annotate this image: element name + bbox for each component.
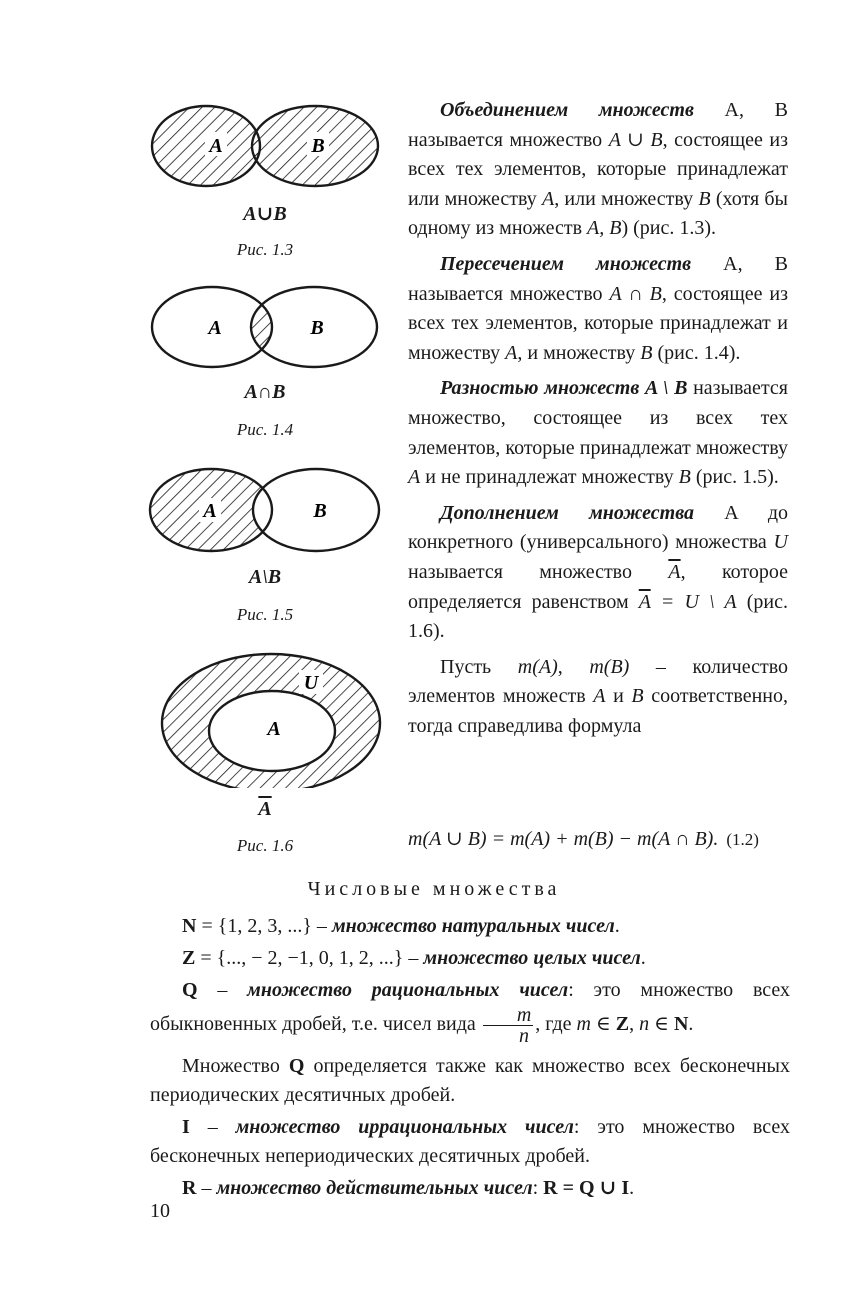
venn-union-diagram [145, 100, 385, 200]
rationals-extra-paragraph: Множество Q определяется также как множество всех бесконечных периодических десятичных дробей. [150, 1055, 790, 1106]
figure-difference [145, 462, 385, 562]
set-a-letter: A [203, 500, 217, 522]
term-complement: Дополнением множества [440, 501, 695, 524]
figure-union-caption: Рис. 1.3 [236, 240, 294, 259]
term-union: Объединением множеств [440, 99, 694, 121]
page-number: 10 [150, 1200, 170, 1222]
number-sets-section [150, 912, 790, 1206]
union-definition: Объединением множеств A, B называется множество A ∪ B, состоящее из всех тех элементов, которые принадлежат или множеству A, или множеству B (хотя бы одному из множеств A, B) (рис. 1.3). [408, 99, 788, 240]
set-u-letter: U [303, 672, 319, 694]
term-difference: Разностью множеств [440, 377, 640, 400]
venn-intersection-diagram [145, 282, 385, 382]
figure-difference-label: A\B [248, 566, 282, 588]
definitions-column [408, 96, 788, 747]
set-a-letter: A [208, 317, 222, 339]
figure-intersection-caption: Рис. 1.4 [236, 420, 294, 439]
section-title: Числовые множества [307, 878, 561, 900]
figure-complement-label: $\overline{A}$ [258, 798, 272, 820]
complement-definition: Дополнением множества A до конкретного (универсального) множества U называется множество $\overline{A}$, которое определяется равенством $\overline{A} = U$ \ A (рис. 1.6). [408, 501, 789, 643]
reals-paragraph: R – множество действительных чисел: R = Q ∪ I. [182, 1177, 635, 1199]
rationals-paragraph: Q – множество рациональных чисел: это множество всех обыкновенных дробей, т.е. чисел вида $\frac{m}{n}$ , где m ∈ Z, n ∈ N. [150, 979, 790, 1047]
set-b-letter: B [310, 317, 324, 339]
formula-1-2 [408, 826, 788, 851]
figure-complement [145, 648, 385, 788]
irrationals-paragraph: I – множество иррациональных чисел: это множество всех бесконечных непериодических десятичных дробей. [150, 1116, 790, 1167]
figure-difference-caption: Рис. 1.5 [236, 605, 294, 624]
set-a-letter: A [209, 135, 223, 157]
figure-intersection-label: A∩B [244, 381, 286, 403]
difference-definition: Разностью множеств A \ B называется множество, состоящее из всех тех элементов, которые принадлежат множеству A и не принадлежат множеству B (рис. 1.5). [408, 377, 788, 489]
complement-diagram [145, 648, 385, 788]
intersection-definition: Пересечением множеств A, B называется множество A ∩ B, состоящее из всех тех элементов, которые принадлежат и множеству A, и множеству B (рис. 1.4). [408, 252, 788, 364]
set-b-letter: B [313, 500, 327, 522]
figure-intersection [145, 282, 385, 382]
natural-numbers-line: N = {1, 2, 3, ...} – множество натуральных чисел. [182, 915, 620, 937]
term-intersection: Пересечением множеств [440, 252, 692, 275]
fraction-m-over-n: $\frac{m}{n}$ [483, 1005, 533, 1046]
formula-number: (1.2) [726, 830, 759, 849]
venn-difference-diagram [145, 462, 385, 562]
set-b-letter: B [311, 135, 325, 157]
figure-union-label: A∪B [243, 203, 287, 225]
set-a-letter: A [267, 718, 281, 740]
figure-union [145, 100, 385, 200]
formula-text: m(A ∪ B) = m(A) + m(B) − m(A ∩ B). [408, 828, 719, 850]
count-definition: Пусть m(A), m(B) – количество элементов множеств A и B соответственно, тогда справедлива формула [408, 655, 789, 737]
figure-complement-caption: Рис. 1.6 [236, 836, 294, 855]
integers-line: Z = {..., − 2, −1, 0, 1, 2, ...} – множество целых чисел. [182, 947, 646, 969]
